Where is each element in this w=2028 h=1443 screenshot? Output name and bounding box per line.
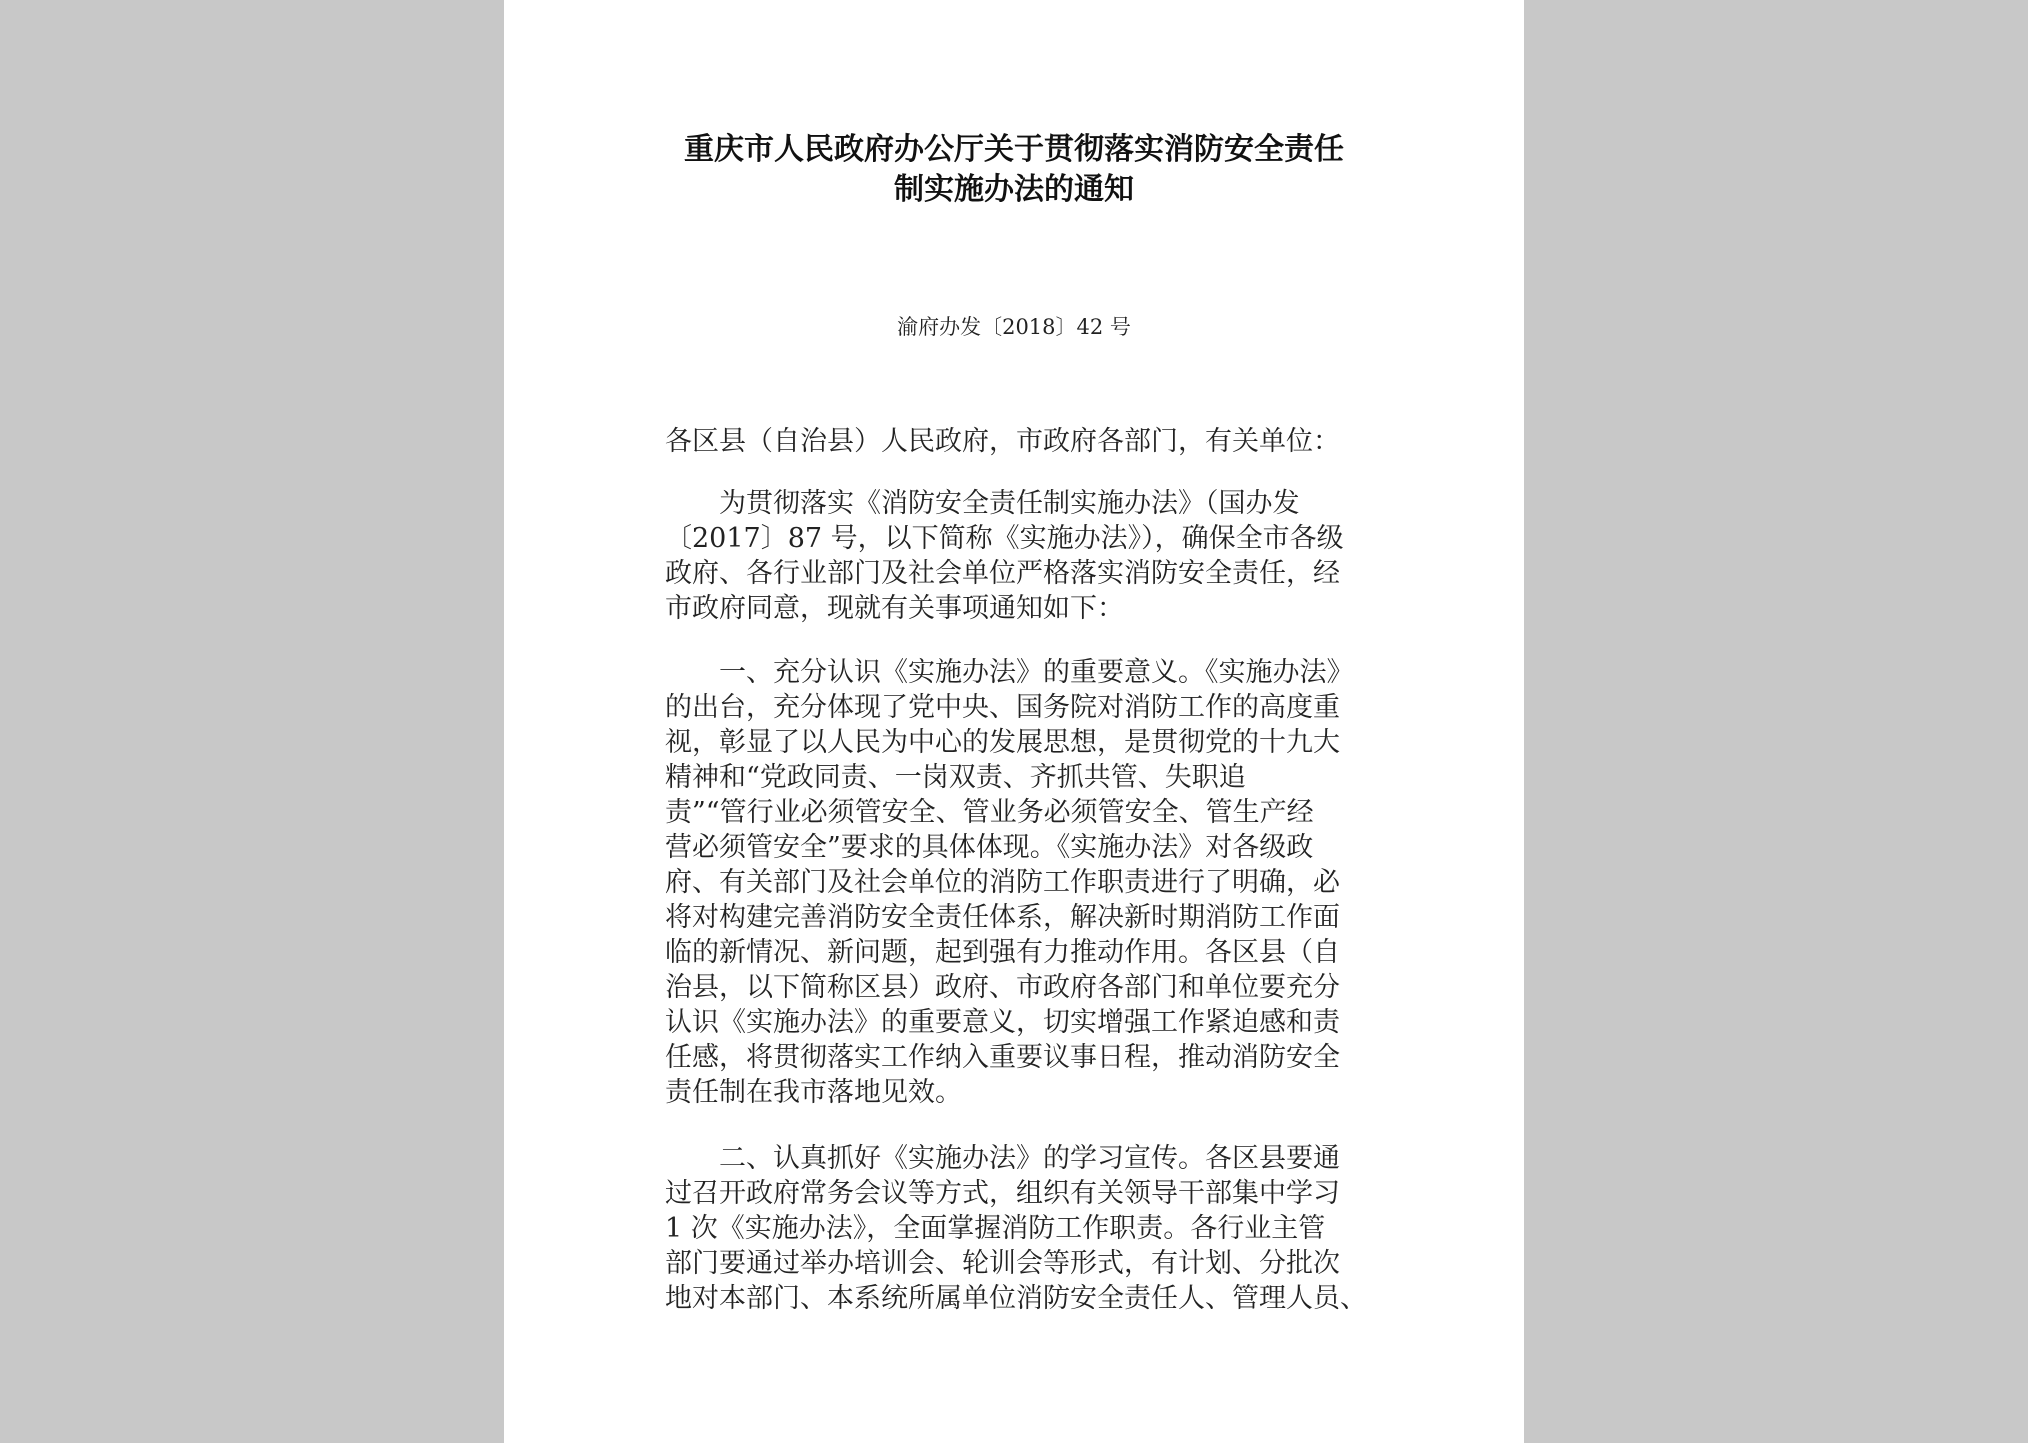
text-line: 为贯彻落实《消防安全责任制实施办法》（国办发 [665,488,1300,519]
text-line: 临的新情况、新问题，起到强有力推动作用。各区县（自 [665,937,1340,968]
paragraph-intro [665,486,1405,626]
title-line: 制实施办法的通知 [894,172,1134,207]
text-line: 市政府同意，现就有关事项通知如下： [665,593,1124,624]
text-line: 精神和“党政同责、一岗双责、齐抓共管、失职追 [665,762,1246,793]
text-line: 二、认真抓好《实施办法》的学习宣传。各区县要通 [665,1143,1340,1174]
document-title [504,130,1524,210]
paragraph-section-1 [665,655,1405,1110]
document-number: 渝府办发〔2018〕42 号 [897,315,1131,339]
text-line: 营必须管安全”要求的具体体现。《实施办法》对各级政 [665,832,1314,863]
text-line: 〔2017〕87 号，以下简称《实施办法》），确保全市各级 [665,523,1344,554]
text-line: 责任制在我市落地见效。 [665,1077,962,1108]
text-line: 认识《实施办法》的重要意义，切实增强工作紧迫感和责 [665,1007,1340,1038]
text-line: 视，彰显了以人民为中心的发展思想，是贯彻党的十九大 [665,727,1340,758]
title-line: 重庆市人民政府办公厅关于贯彻落实消防安全责任 [684,132,1344,167]
text-line: 1 次《实施办法》，全面掌握消防工作职责。各行业主管 [665,1213,1326,1244]
text-line: 政府、各行业部门及社会单位严格落实消防安全责任，经 [665,558,1340,589]
text-line: 一、充分认识《实施办法》的重要意义。《实施办法》 [665,657,1354,688]
document-page [504,0,1524,1443]
text-line: 治县，以下简称区县）政府、市政府各部门和单位要充分 [665,972,1340,1003]
text-line: 责”“管行业必须管安全、管业务必须管安全、管生产经 [665,797,1314,828]
text-line: 府、有关部门及社会单位的消防工作职责进行了明确，必 [665,867,1340,898]
text-line: 部门要通过举办培训会、轮训会等形式，有计划、分批次 [665,1248,1340,1279]
text-line: 任感，将贯彻落实工作纳入重要议事日程，推动消防安全 [665,1042,1340,1073]
addressee: 各区县（自治县）人民政府，市政府各部门，有关单位： [665,426,1340,457]
text-line: 的出台，充分体现了党中央、国务院对消防工作的高度重 [665,692,1340,723]
paragraph-section-2 [665,1141,1405,1316]
text-line: 地对本部门、本系统所属单位消防安全责任人、管理人员、 [665,1283,1367,1314]
text-line: 过召开政府常务会议等方式，组织有关领导干部集中学习 [665,1178,1340,1209]
text-line: 将对构建完善消防安全责任体系，解决新时期消防工作面 [665,902,1340,933]
